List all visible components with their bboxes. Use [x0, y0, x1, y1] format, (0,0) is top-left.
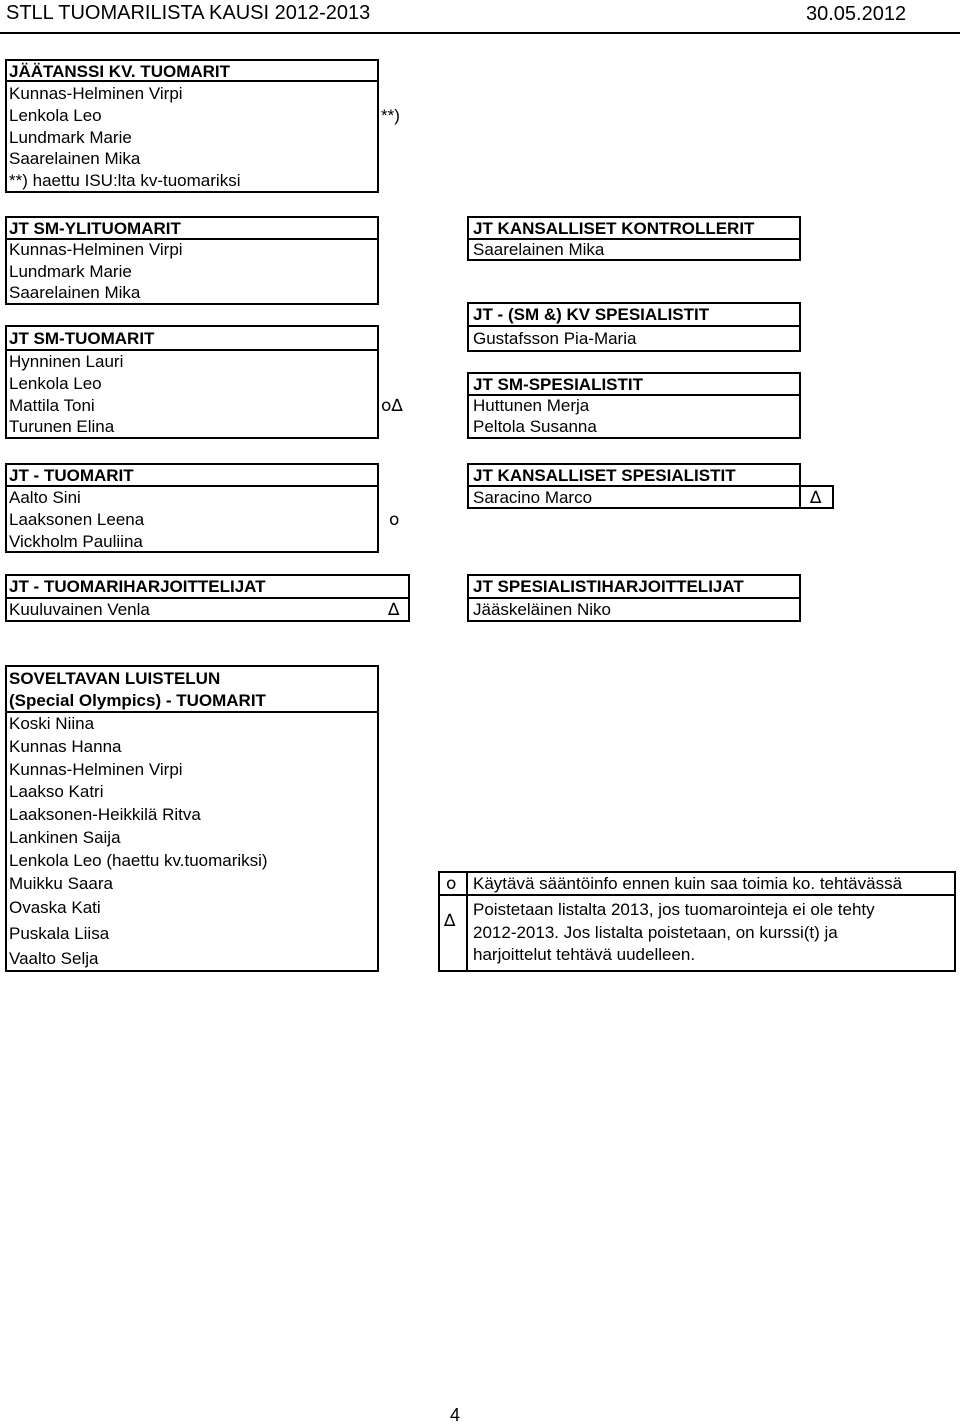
sm-tuomarit-name: Turunen Elina [9, 417, 115, 436]
soveltava-name: Puskala Liisa [9, 924, 110, 943]
divider [5, 597, 410, 599]
legend-symbol-divider [466, 871, 468, 971]
info-mark: o [389, 510, 400, 530]
soveltava-name: Kunnas-Helminen Virpi [9, 760, 183, 779]
info-and-removal-mark: o∆ [381, 396, 403, 416]
sm-tuomarit-name: Mattila Toni [9, 396, 95, 415]
sm-tuomarit-name: Lenkola Leo [9, 374, 102, 393]
jaatanssi-name: Saarelainen Mika [9, 149, 141, 168]
document-title: STLL TUOMARILISTA KAUSI 2012-2013 [6, 2, 371, 24]
sm-ylituomarit-name: Kunnas-Helminen Virpi [9, 240, 183, 259]
soveltava-title: SOVELTAVAN LUISTELUN [9, 669, 221, 688]
divider [438, 894, 956, 896]
soveltava-name: Vaalto Selja [9, 949, 99, 968]
removal-mark: ∆ [388, 600, 400, 620]
soveltava-name: Muikku Saara [9, 874, 113, 893]
sm-ylituomarit-name: Lundmark Marie [9, 262, 132, 281]
document-date: 30.05.2012 [806, 3, 907, 25]
soveltava-name: Ovaska Kati [9, 898, 101, 917]
soveltava-name: Koski Niina [9, 714, 95, 733]
jaatanssi-name: Lenkola Leo [9, 106, 102, 125]
soveltava-name: Lankinen Saija [9, 828, 121, 847]
divider [467, 597, 801, 599]
soveltava-name: Laaksonen-Heikkilä Ritva [9, 805, 201, 824]
soveltava-subtitle: (Special Olympics) - TUOMARIT [9, 691, 266, 710]
kv-spesialistit-name: Gustafsson Pia-Maria [473, 329, 637, 348]
legend-delta-text: Poistetaan listalta 2013, jos tuomarointeja ei ole tehty [473, 900, 875, 919]
spesialistiharjoittelijat-title: JT SPESIALISTIHARJOITTELIJAT [473, 577, 744, 596]
soveltava-name: Lenkola Leo (haettu kv.tuomariksi) [9, 851, 268, 870]
legend-delta-symbol: ∆ [444, 911, 456, 931]
sm-tuomarit-name: Hynninen Lauri [9, 352, 124, 371]
divider [5, 711, 379, 713]
sm-spesialistit-name: Peltola Susanna [473, 417, 597, 436]
jt-tuomarit-name: Vickholm Pauliina [9, 532, 143, 551]
jaatanssi-note: **) haettu ISU:lta kv-tuomariksi [9, 171, 241, 190]
kansalliset-spesialistit-title: JT KANSALLISET SPESIALISTIT [473, 466, 736, 485]
legend-circle-text: Käytävä sääntöinfo ennen kuin saa toimia ko. tehtävässä [473, 874, 903, 893]
divider [467, 325, 801, 327]
kv-spesialistit-title: JT - (SM &) KV SPESIALISTIT [473, 305, 710, 324]
kontrollerit-name: Saarelainen Mika [473, 240, 605, 259]
sm-spesialistit-name: Huttunen Merja [473, 396, 590, 415]
header-divider [0, 32, 960, 34]
jt-tuomarit-title: JT - TUOMARIT [9, 466, 134, 485]
jt-harjoittelijat-name: Kuuluvainen Venla [9, 600, 150, 619]
jt-tuomarit-name: Aalto Sini [9, 488, 81, 507]
jaatanssi-title: JÄÄTANSSI KV. TUOMARIT [9, 62, 231, 81]
soveltava-name: Kunnas Hanna [9, 737, 122, 756]
legend-delta-text: 2012-2013. Jos listalta poistetaan, on kurssi(t) ja [473, 923, 838, 942]
page-number: 4 [450, 1405, 461, 1425]
kontrollerit-title: JT KANSALLISET KONTROLLERIT [473, 219, 755, 238]
jaatanssi-name: Kunnas-Helminen Virpi [9, 84, 183, 103]
legend-circle-symbol: o [446, 874, 457, 894]
spesialistiharjoittelijat-name: Jääskeläinen Niko [473, 600, 611, 619]
sm-spesialistit-title: JT SM-SPESIALISTIT [473, 375, 644, 394]
legend-delta-text: harjoittelut tehtävä uudelleen. [473, 945, 696, 964]
isu-applied-mark: **) [381, 106, 400, 125]
jt-harjoittelijat-title: JT - TUOMARIHARJOITTELIJAT [9, 577, 266, 596]
sm-ylituomarit-title: JT SM-YLITUOMARIT [9, 219, 181, 238]
jt-tuomarit-name: Laaksonen Leena [9, 510, 145, 529]
kansalliset-spesialistit-name: Saracino Marco [473, 488, 593, 507]
soveltava-name: Laakso Katri [9, 782, 104, 801]
sm-tuomarit-title: JT SM-TUOMARIT [9, 329, 155, 348]
sm-ylituomarit-name: Saarelainen Mika [9, 283, 141, 302]
divider [5, 349, 379, 351]
jaatanssi-name: Lundmark Marie [9, 128, 132, 147]
removal-mark: ∆ [810, 488, 822, 508]
